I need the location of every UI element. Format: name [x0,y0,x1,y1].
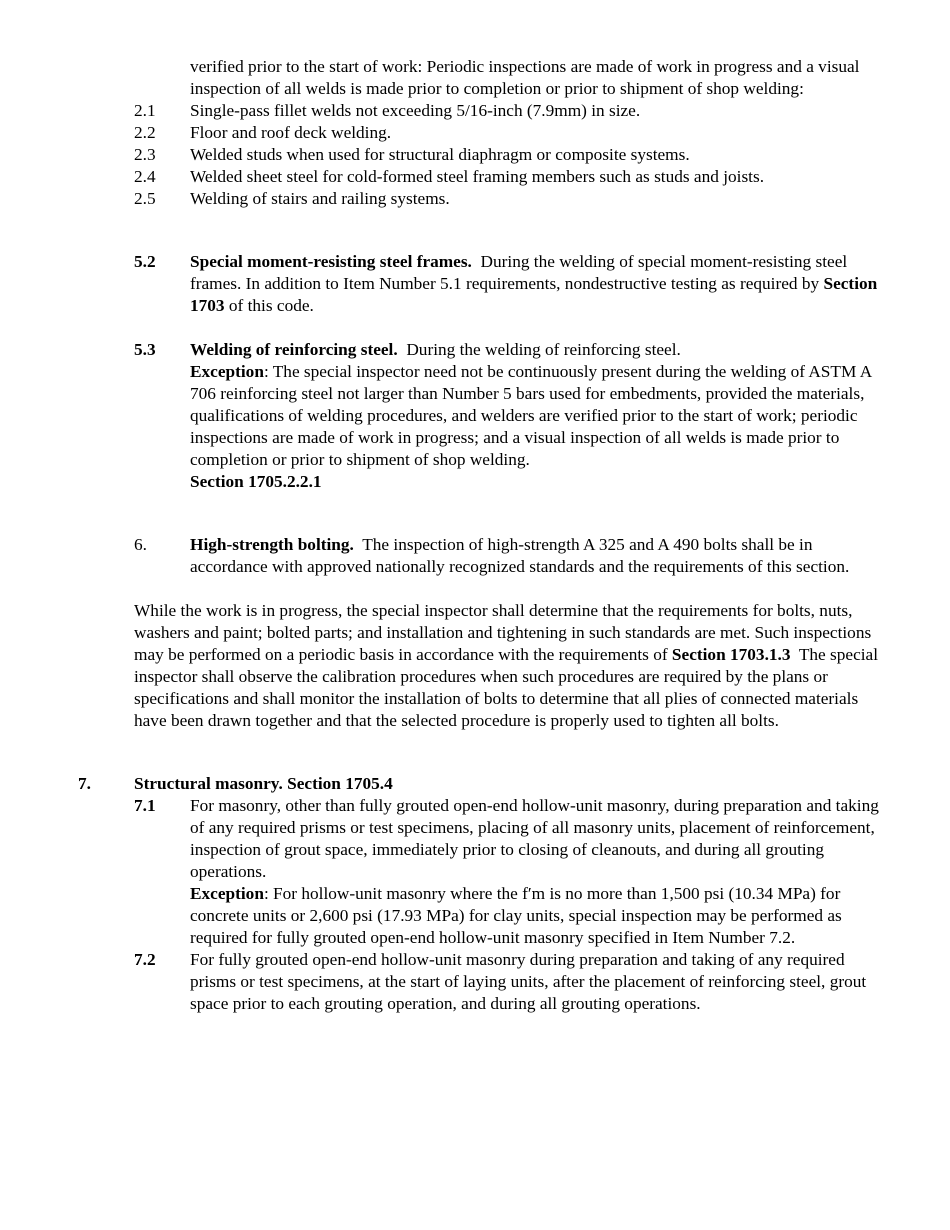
section-text: During the welding of reinforcing steel. [406,340,681,359]
section-title: Welding of reinforcing steel. [190,340,398,359]
item-number: 2.5 [134,189,156,208]
document-page [0,56,950,1015]
item-text: Floor and roof deck welding. [190,123,392,142]
intro-continued: verified prior to the start of work: Periodic inspections are made of work in progress and a visual inspection of all welds is made prior to completion or prior to shipment of shop welding: [190,57,860,98]
section-number: 5.2 [134,252,156,271]
exception-label: Exception [190,884,264,903]
item-list-2 [0,100,950,210]
list-item [0,166,880,188]
paragraph-text: The special inspector shall observe the calibration procedures when such procedures are required by the plans or specifications and shall monitor the installation of bolts to determine that all plies of connected materials have been drawn together and that the selected procedure is properly used to tighten all bolts. [134,645,879,730]
item-number: 2.3 [134,145,156,164]
exception-label: Exception [190,362,264,381]
section-number: 7. [78,774,91,793]
section-reference: Section 1703 [190,274,878,315]
section-title: Special moment-resisting steel frames. [190,252,472,271]
list-item [0,144,880,166]
exception-text: : For hollow-unit masonry where the f′m is no more than 1,500 psi (10.34 MPa) for concrete units or 2,600 psi (17.93 MPa) for clay units, special inspection may be performed as required for fully grouted open-end hollow-unit masonry specified in Item Number 7.2. [190,884,842,947]
list-item [0,100,880,122]
section-text: During the welding of special moment-resisting steel frames. In addition to Item Number 5.1 requirements, nondestructive testing as required by [190,252,848,293]
item-text: Welded sheet steel for cold-formed steel framing members such as studs and joists. [190,167,765,186]
section-5-2 [0,251,880,317]
item-text: Welding of stairs and railing systems. [190,189,450,208]
exception-7-1 [190,883,880,949]
item-text: For masonry, other than fully grouted open-end hollow-unit masonry, during preparation and taking of any required prisms or test specimens, placing of all masonry units, placement of reinforcement, inspection of grout space, immediately prior to closing of cleanouts, and during all grouting operations. [190,796,879,881]
item-text: Welded studs when used for structural diaphragm or composite systems. [190,145,690,164]
section-reference: Section 1703.1.3 [671,645,791,664]
exception-5-3 [190,361,880,471]
section-5-3 [0,339,880,361]
bolting-paragraph [134,600,880,732]
exception-text: : The special inspector need not be continuously present during the welding of ASTM A 706 reinforcing steel not larger than Number 5 bars used for embedments, provided the materials, qualifications of welding procedures, and welders are verified prior to the start of work; periodic inspections are made of work in progress; and a visual inspection of all welds is made prior to completion or prior to shipment of shop welding. [190,362,872,469]
section-6 [0,534,880,578]
list-item [0,122,880,144]
item-7-2 [0,949,880,1015]
section-7 [78,773,880,795]
item-number: 2.1 [134,101,156,120]
section-text: of this code. [228,296,314,315]
section-number: 6. [134,535,147,554]
section-text: The inspection of high-strength A 325 and A 490 bolts shall be in accordance with approved nationally recognized standards and the requirements of this section. [190,535,850,576]
list-item [0,188,880,210]
paragraph-text: While the work is in progress, the special inspector shall determine that the requirements for bolts, nuts, washers and paint; bolted parts; and installation and tightening in such standards are met. Such inspections may be performed on a periodic basis in accordance with the requirements of [134,601,872,664]
item-number: 2.4 [134,167,156,186]
item-number: 7.1 [134,796,156,815]
item-text: For fully grouted open-end hollow-unit masonry during preparation and taking of any required prisms or test specimens, at the start of laying units, after the placement of reinforcing steel, grout space prior to each grouting operation, and during all grouting operations. [190,950,867,1013]
item-number: 7.2 [134,950,156,969]
item-text: Single-pass fillet welds not exceeding 5/16-inch (7.9mm) in size. [190,101,641,120]
section-reference: Section 1705.2.2.1 [190,472,322,491]
item-7-1 [0,795,880,883]
section-number: 5.3 [134,340,156,359]
section-title: Structural masonry. Section 1705.4 [134,774,393,793]
section-title: High-strength bolting. [190,535,354,554]
item-number: 2.2 [134,123,156,142]
